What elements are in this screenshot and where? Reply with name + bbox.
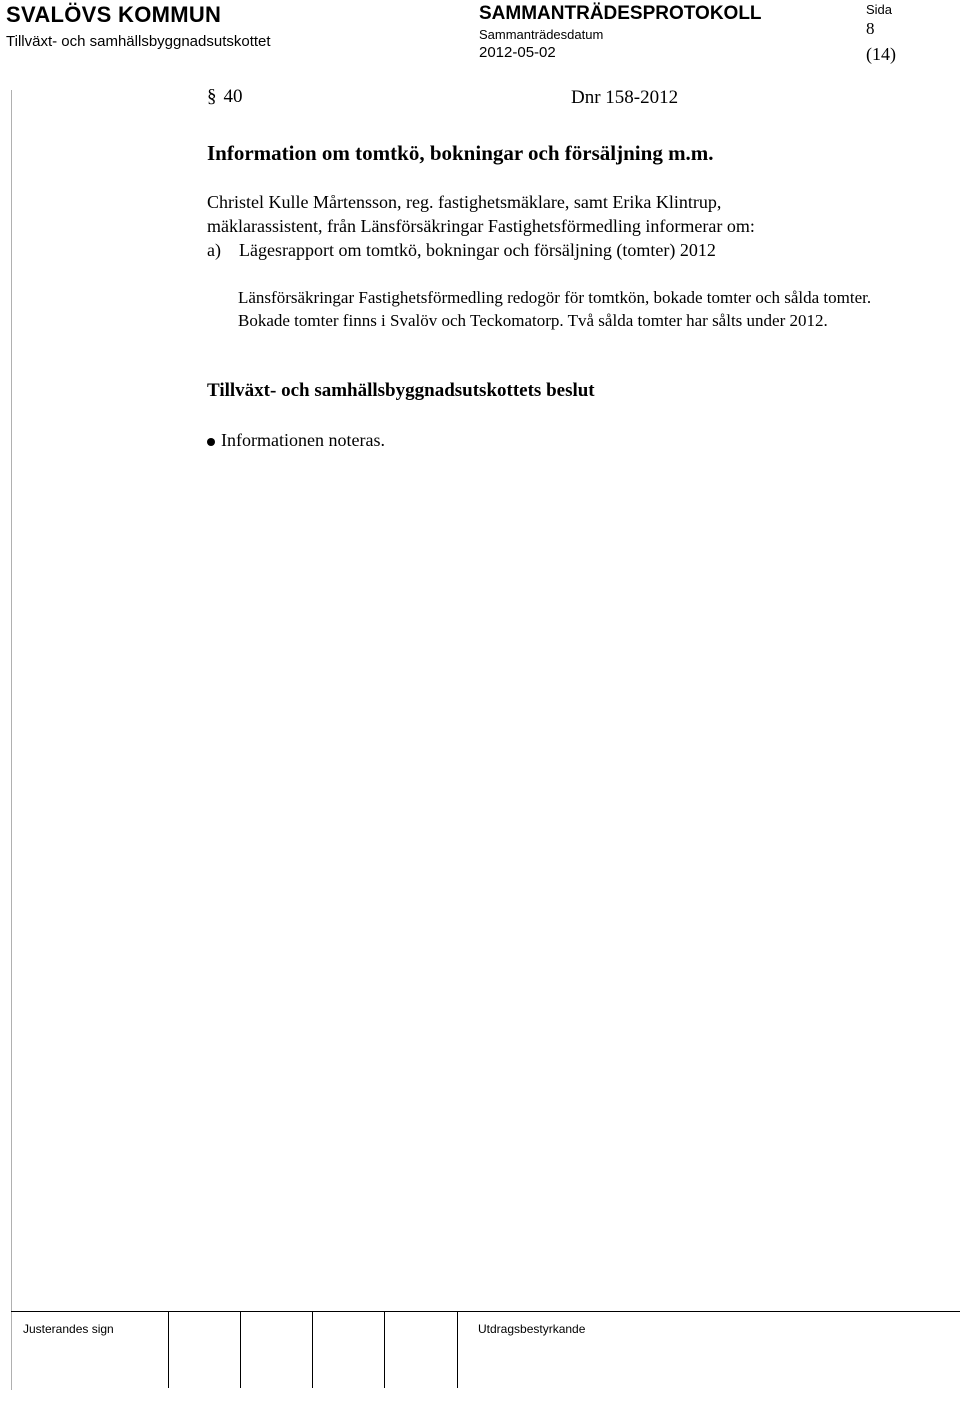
page-label: Sida <box>866 2 893 17</box>
page-number: 8 <box>866 19 875 38</box>
intro-line-2: mäklarassistent, från Länsförsäkringar Fastighetsförmedling informerar om: <box>207 216 755 236</box>
signature-box-divider <box>312 1311 313 1388</box>
extract-certification-label: Utdragsbestyrkande <box>478 1322 586 1336</box>
organization-name: SVALÖVS KOMMUN <box>6 2 222 27</box>
signature-box-divider <box>168 1311 169 1388</box>
meeting-date-value: 2012-05-02 <box>479 44 556 61</box>
signature-box-divider <box>240 1311 241 1388</box>
signature-box-divider <box>384 1311 385 1388</box>
item-a-prefix: a) <box>207 240 221 260</box>
bullet-icon <box>207 438 215 446</box>
diary-number: Dnr 158-2012 <box>571 87 679 108</box>
section-number: 40 <box>223 86 243 107</box>
signers-label: Justerandes sign <box>23 1322 114 1336</box>
section-number-line <box>207 86 243 108</box>
decision-heading: Tillväxt- och samhällsbyggnadsutskottets beslut <box>207 380 595 401</box>
committee-name: Tillväxt- och samhällsbyggnadsutskottet <box>6 33 271 50</box>
page-total: (14) <box>866 44 896 64</box>
intro-line-1: Christel Kulle Mårtensson, reg. fastighetsmäklare, samt Erika Klintrup, <box>207 192 722 212</box>
footer-rule <box>11 1311 960 1312</box>
protocol-title: SAMMANTRÄDESPROTOKOLL <box>479 3 762 24</box>
decision-item: Informationen noteras. <box>221 430 385 450</box>
meeting-date-label: Sammanträdesdatum <box>479 27 604 42</box>
details-paragraph: Länsförsäkringar Fastighetsförmedling redogör för tomtkön, bokade tomter och sålda tomter. Bokade tomter finns i Svalöv och Teckomatorp. Två sålda tomter har sålts under 2012. <box>238 288 872 330</box>
section-heading: Information om tomtkö, bokningar och försäljning m.m. <box>207 141 714 165</box>
paragraph-sign: § <box>207 86 217 107</box>
item-a-text: Lägesrapport om tomtkö, bokningar och försäljning (tomter) 2012 <box>239 240 716 260</box>
signature-box-divider <box>457 1311 458 1388</box>
agenda-item-a <box>207 238 716 262</box>
left-margin-rule <box>11 90 12 1390</box>
